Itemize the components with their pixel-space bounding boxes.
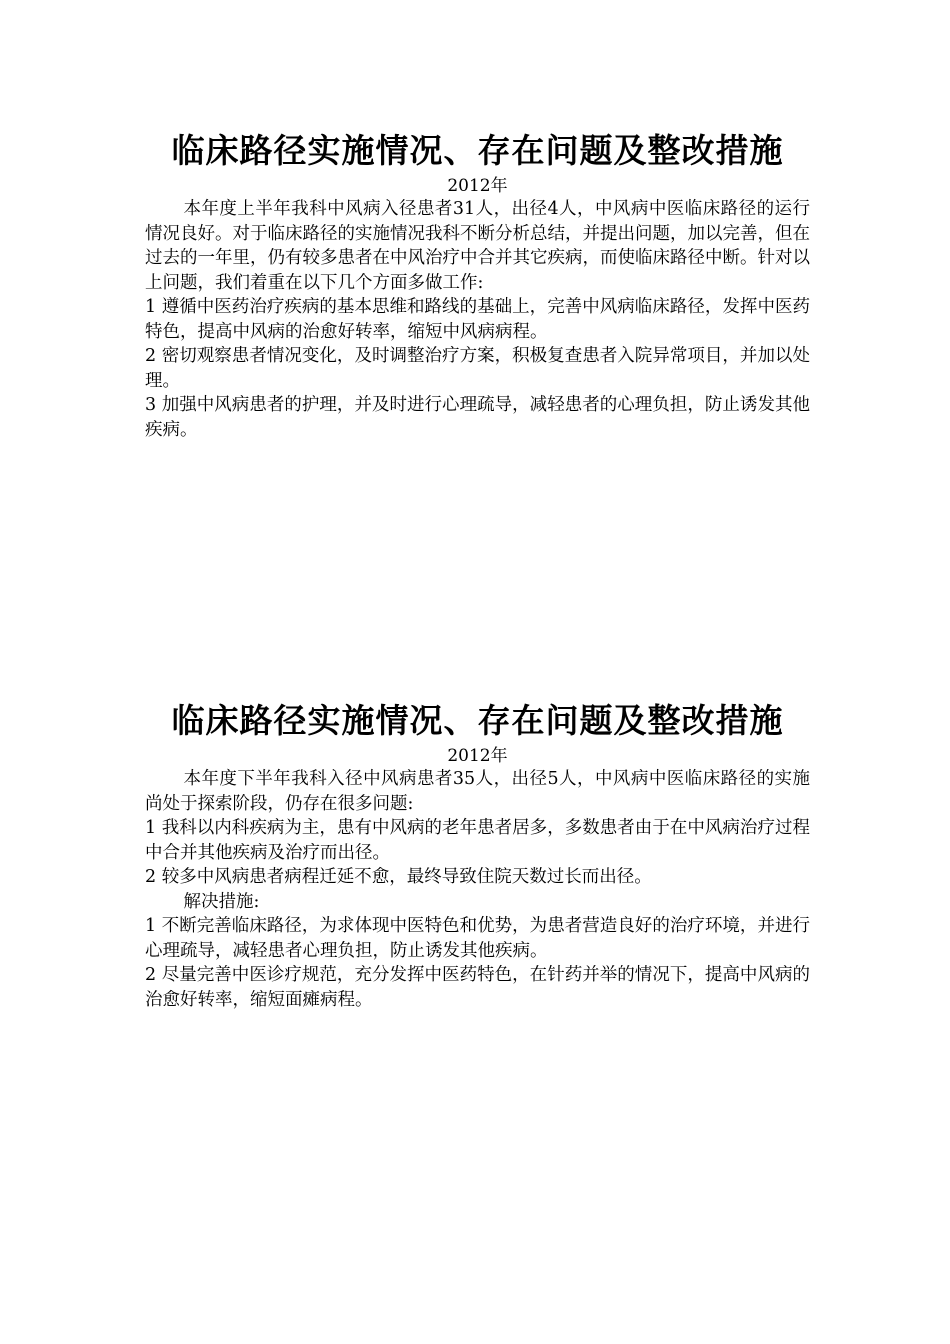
report-section-first-half (145, 127, 810, 442)
solution-item-2: 2 尽量完善中医诊疗规范，充分发挥中医药特色，在针药并举的情况下，提高中风病的治愈好转率，缩短面瘫病程。 (145, 965, 810, 1010)
solutions-heading: 解决措施: (183, 891, 260, 912)
section-year: 2012年 (447, 176, 508, 196)
section-title: 临床路径实施情况、存在问题及整改措施 (171, 701, 784, 740)
intro-paragraph: 本年度下半年我科入径中风病患者35人，出径5人，中风病中医临床路径的实施尚处于探索阶段，仍存在很多问题: (145, 769, 810, 814)
report-section-second-half (145, 697, 810, 1012)
problem-item-1: 1 我科以内科疾病为主，患有中风病的老年患者居多，多数患者由于在中风病治疗过程中合并其他疾病及治疗而出径。 (145, 818, 810, 863)
measure-item-3: 3 加强中风病患者的护理，并及时进行心理疏导，减轻患者的心理负担，防止诱发其他疾病。 (145, 395, 810, 440)
section-year: 2012年 (447, 746, 508, 766)
solution-item-1: 1 不断完善临床路径，为求体现中医特色和优势，为患者营造良好的治疗环境，并进行心理疏导，减轻患者心理负担，防止诱发其他疾病。 (145, 916, 810, 961)
measure-item-2: 2 密切观察患者情况变化，及时调整治疗方案，积极复查患者入院异常项目，并加以处理。 (145, 346, 810, 391)
problem-item-2: 2 较多中风病患者病程迁延不愈，最终导致住院天数过长而出径。 (145, 867, 652, 887)
measure-item-1: 1 遵循中医药治疗疾病的基本思维和路线的基础上，完善中风病临床路径，发挥中医药特色，提高中风病的治愈好转率，缩短中风病病程。 (145, 297, 810, 342)
intro-paragraph: 本年度上半年我科中风病入径患者31人，出径4人，中风病中医临床路径的运行情况良好。对于临床路径的实施情况我科不断分析总结，并提出问题，加以完善，但在过去的一年里，仍有较多患者在中风治疗中合并其它疾病，而使临床路径中断。针对以上问题，我们着重在以下几个方面多做工作: (145, 199, 810, 293)
section-title: 临床路径实施情况、存在问题及整改措施 (171, 131, 784, 170)
